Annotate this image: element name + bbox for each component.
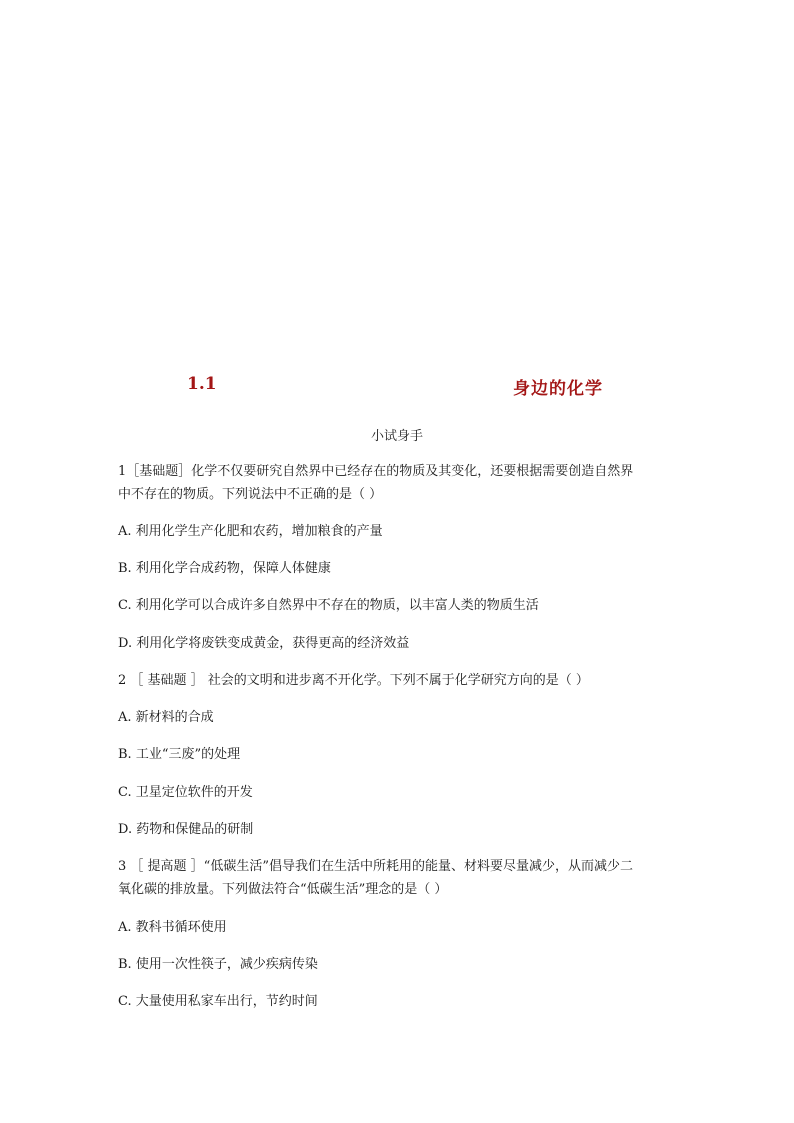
q1-option-b: B. 利用化学合成药物，保障人体健康 [118,561,331,576]
q1-stem-line-1: 1［基础题］化学不仅要研究自然界中已经存在的物质及其变化，还要根据需要创造自然界 [118,464,634,479]
q2-option-b: B. 工业“三废”的处理 [118,747,241,762]
page-title [0,374,794,400]
q1-option-c: C. 利用化学可以合成许多自然界中不存在的物质，以丰富人类的物质生活 [118,598,539,613]
q2-stem-line-1: 2 ［ 基础题 ］ 社会的文明和进步离不开化学。下列不属于化学研究方向的是（ ） [118,673,589,688]
q2-option-a: A. 新材料的合成 [118,710,214,725]
q2-option-c: C. 卫星定位软件的开发 [118,785,253,800]
q3-stem-line-2: 氧化碳的排放量。下列做法符合“低碳生活”理念的是（ ） [118,882,448,897]
q2-option-d: D. 药物和保健品的研制 [118,822,254,837]
q1-option-a: A. 利用化学生产化肥和农药，增加粮食的产量 [118,524,383,539]
q3-stem-line-1: 3 ［ 提高题 ］“低碳生活”倡导我们在生活中所耗用的能量、材料要尽量减少，从而减少二 [118,859,633,874]
section-heading: 小试身手 [370,429,423,444]
q3-option-b: B. 使用一次性筷子，减少疾病传染 [118,957,318,972]
q3-option-a: A. 教科书循环使用 [118,920,227,935]
q3-option-c: C. 大量使用私家车出行，节约时间 [118,994,318,1009]
title-number: 1.1 [187,374,217,394]
q1-stem-line-2: 中不存在的物质。下列说法中不正确的是（ ） [118,487,383,502]
q1-option-d: D. 利用化学将废铁变成黄金，获得更高的经济效益 [118,636,410,651]
title-text: 身边的化学 [513,379,603,399]
